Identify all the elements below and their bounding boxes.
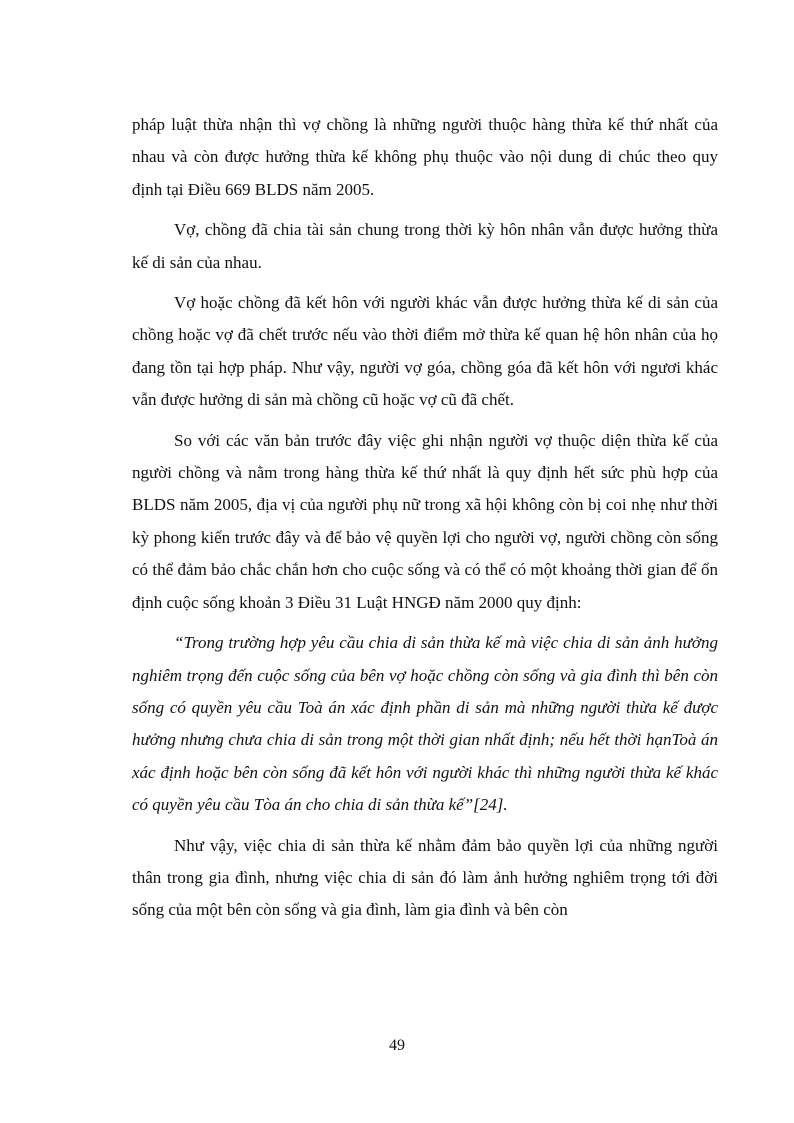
paragraph-3: Vợ hoặc chồng đã kết hôn với người khác vẫn được hưởng thừa kế di sản của chồng hoặc vợ đã chết trước nếu vào thời điểm mở thừa kế quan hệ hôn nhân của họ đang tồn tại hợp pháp. Như vậy, người vợ góa, chồng góa đã kết hôn với ngươi khác vẫn được hưởng di sản mà chồng cũ hoặc vợ cũ đã chết. (132, 293, 718, 410)
page-number: 49 (389, 1037, 405, 1054)
paragraph-6: Như vậy, việc chia di sản thừa kế nhằm đảm bảo quyền lợi của những người thân trong gia đình, nhưng việc chia di sản đó làm ảnh hưởng nghiêm trọng tới đời sống của một bên còn sống và gia đình, làm gia đình và bên còn (132, 835, 718, 920)
paragraph-1: pháp luật thừa nhận thì vợ chồng là những người thuộc hàng thừa kế thứ nhất của nhau và còn được hưởng thừa kế không phụ thuộc vào nội dung di chúc theo quy định tại Điều 669 BLDS năm 2005. (132, 115, 718, 199)
quoted-law-paragraph: “Trong trường hợp yêu cầu chia di sản thừa kế mà việc chia di sản ảnh hưởng nghiêm trọng đến cuộc sống của bên vợ hoặc chồng còn sống và gia đình thì bên còn sống có quyền yêu cầu Toà án xác định phần di sản mà những người thừa kế được hưởng nhưng chưa chia di sản trong một thời gian nhất định; nếu hết thời hạnToà án xác định hoặc bên còn sống đã kết hôn với người khác thì những người thừa kế khác có quyền yêu cầu Tòa án cho chia di sản thừa kế”[24]. (132, 633, 718, 815)
paragraph-2: Vợ, chồng đã chia tài sản chung trong thời kỳ hôn nhân vẫn được hưởng thừa kế di sản của nhau. (132, 220, 718, 272)
paragraph-4: So với các văn bản trước đây việc ghi nhận người vợ thuộc diện thừa kế của người chồng và nằm trong hàng thừa kế thứ nhất là quy định hết sức phù hợp của BLDS năm 2005, địa vị của người phụ nữ trong xã hội không còn bị coi nhẹ như thời kỳ phong kiến trước đây và để bảo vệ quyền lợi cho người vợ, người chồng còn sống có thể đảm bảo chắc chắn hơn cho cuộc sống và có thể có một khoảng thời gian để ổn định cuộc sống khoản 3 Điều 31 Luật HNGĐ năm 2000 quy định: (132, 430, 718, 612)
document-body (132, 109, 718, 935)
